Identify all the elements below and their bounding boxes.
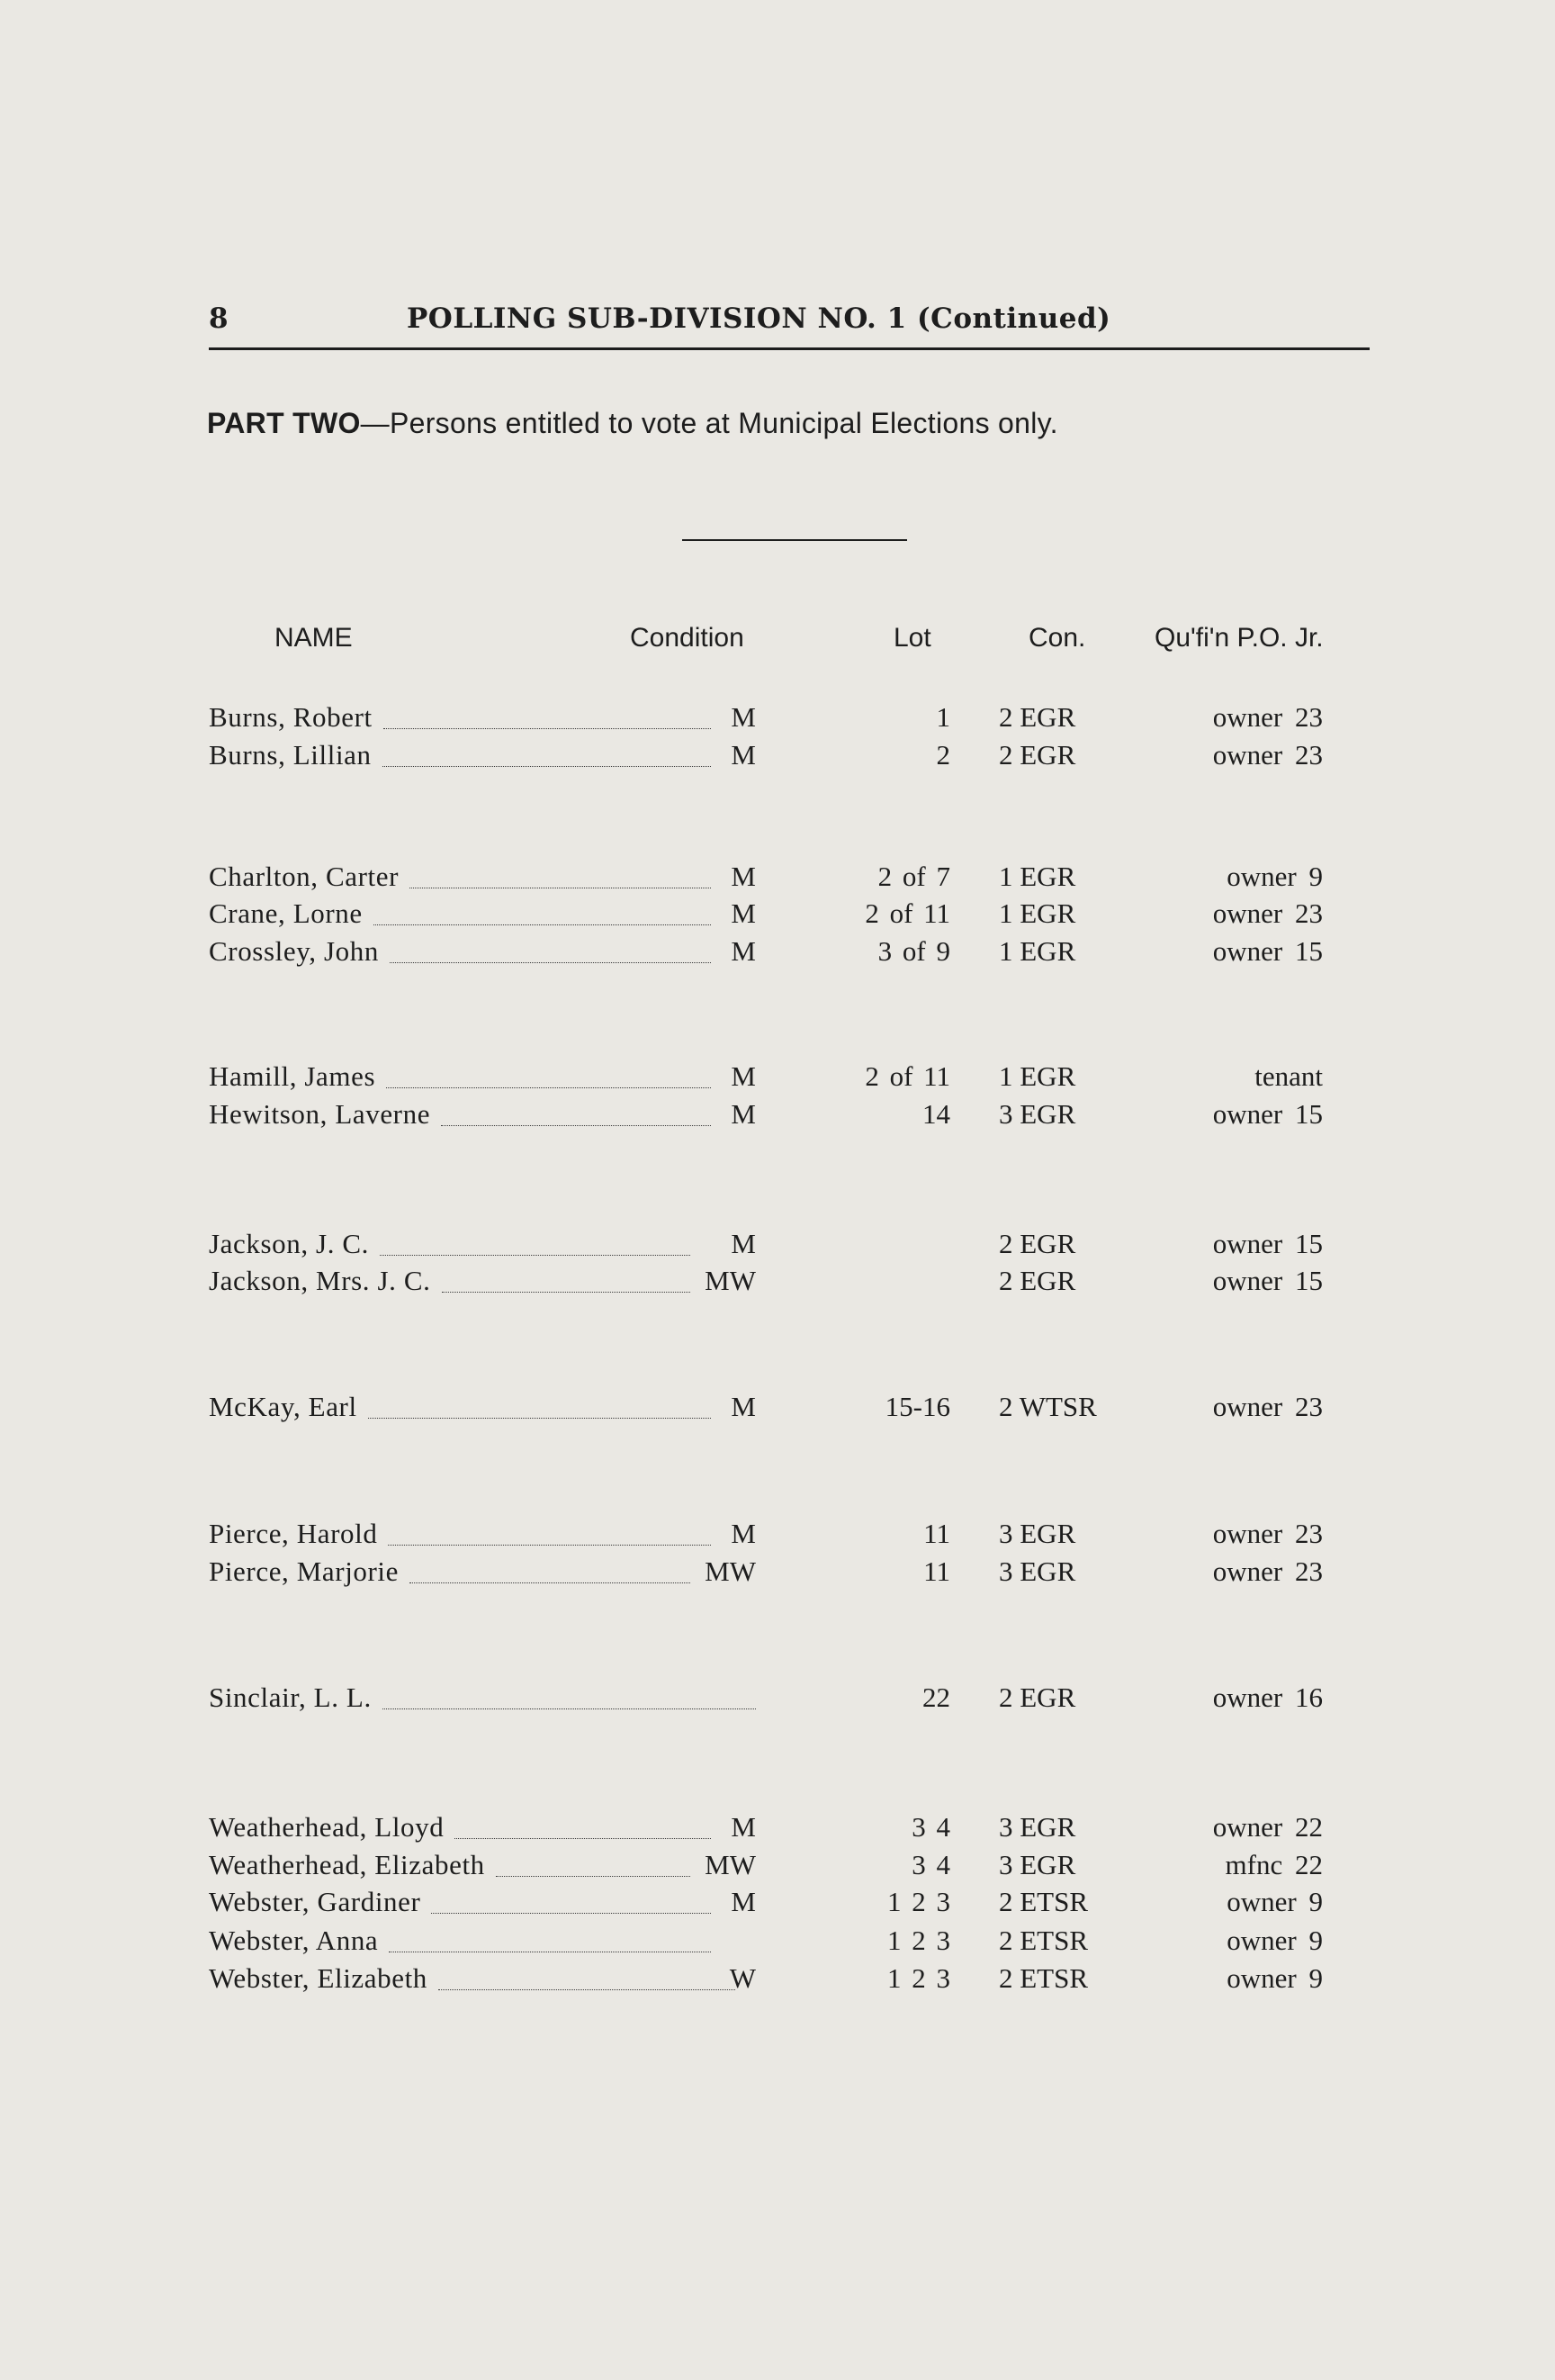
voter-row <box>0 1681 1555 1717</box>
voter-name: Webster, Anna <box>209 1925 379 1956</box>
voter-name: Pierce, Marjorie <box>209 1555 400 1587</box>
voter-concession: 2 EGR <box>999 739 1076 771</box>
voter-condition: M <box>731 861 756 892</box>
voter-qualification: owner 9 <box>1227 1925 1323 1956</box>
dot-leader <box>442 1292 690 1293</box>
voter-qualification: mfnc 22 <box>1225 1849 1323 1880</box>
voter-name: Hewitson, Laverne <box>209 1098 431 1130</box>
voter-row <box>0 1886 1555 1922</box>
voter-condition: MW <box>705 1849 756 1880</box>
voter-condition: M <box>731 1098 756 1130</box>
dot-leader <box>496 1876 690 1877</box>
voter-name: Sinclair, L. L. <box>209 1681 372 1713</box>
voter-lot: 1 <box>936 701 950 733</box>
column-header-condition: Condition <box>630 623 744 653</box>
section-divider <box>682 539 907 541</box>
voter-row <box>0 739 1555 775</box>
voter-condition: M <box>731 701 756 733</box>
voter-row <box>0 1811 1555 1847</box>
page-number: 8 <box>209 302 229 335</box>
voter-name: Burns, Robert <box>209 701 373 733</box>
dot-leader <box>386 1087 711 1088</box>
voter-condition: M <box>731 1886 756 1917</box>
voter-concession: 1 EGR <box>999 861 1076 892</box>
dot-leader <box>380 1255 690 1256</box>
voter-lot: 15-16 <box>885 1391 950 1422</box>
voter-row <box>0 1555 1555 1591</box>
column-header-con: Con. <box>1029 623 1086 653</box>
voter-condition: M <box>731 1391 756 1422</box>
voter-row <box>0 897 1555 933</box>
voter-row <box>0 1925 1555 1961</box>
voter-qualification: owner 9 <box>1227 1962 1323 1994</box>
voter-row <box>0 1060 1555 1096</box>
voter-lot: 3 4 <box>912 1811 950 1843</box>
voter-lot: 22 <box>922 1681 950 1713</box>
voter-row <box>0 861 1555 897</box>
voter-lot: 1 2 3 <box>887 1962 950 1994</box>
voter-row <box>0 1849 1555 1885</box>
voter-name: Pierce, Harold <box>209 1518 378 1549</box>
voter-concession: 2 EGR <box>999 1228 1076 1259</box>
voter-name: Hamill, James <box>209 1060 376 1092</box>
voter-name: Webster, Gardiner <box>209 1886 421 1917</box>
voter-qualification: owner 16 <box>1212 1681 1323 1713</box>
column-header-name: NAME <box>274 623 353 653</box>
page-header <box>209 299 1370 344</box>
voter-concession: 3 EGR <box>999 1555 1076 1587</box>
voter-lot: 14 <box>922 1098 950 1130</box>
voter-name: Jackson, Mrs. J. C. <box>209 1265 431 1296</box>
voter-condition: M <box>731 935 756 967</box>
voter-qualification: owner 9 <box>1227 861 1323 892</box>
voter-qualification: owner 9 <box>1227 1886 1323 1917</box>
voter-concession: 2 ETSR <box>999 1962 1089 1994</box>
voter-lot: 1 2 3 <box>887 1886 950 1917</box>
voter-name: Charlton, Carter <box>209 861 400 892</box>
voter-concession: 2 EGR <box>999 1681 1076 1713</box>
voter-qualification: owner 22 <box>1212 1811 1323 1843</box>
dot-leader <box>390 962 711 963</box>
voter-lot: 3 4 <box>912 1849 950 1880</box>
voter-concession: 2 WTSR <box>999 1391 1097 1422</box>
voter-condition: W <box>729 1962 756 1994</box>
dot-leader <box>438 1989 735 1990</box>
voter-row <box>0 701 1555 737</box>
voter-concession: 2 ETSR <box>999 1925 1089 1956</box>
voter-condition: M <box>731 1518 756 1549</box>
voter-qualification: owner 15 <box>1212 1098 1323 1130</box>
voter-concession: 3 EGR <box>999 1518 1076 1549</box>
voter-lot: 2 of 11 <box>865 897 950 929</box>
voter-condition: M <box>731 739 756 771</box>
dot-leader <box>388 1545 711 1546</box>
voter-qualification: owner 15 <box>1212 935 1323 967</box>
voter-lot: 11 <box>923 1555 950 1587</box>
voter-name: Webster, Elizabeth <box>209 1962 427 1994</box>
voter-qualification: owner 23 <box>1212 739 1323 771</box>
part-heading <box>207 407 1058 440</box>
voter-lot: 2 <box>936 739 950 771</box>
voter-row <box>0 1098 1555 1134</box>
dot-leader <box>382 766 711 767</box>
voter-row <box>0 1518 1555 1554</box>
dot-leader <box>368 1418 711 1419</box>
dot-leader <box>454 1838 711 1839</box>
voter-row <box>0 1265 1555 1301</box>
dot-leader <box>409 1582 690 1583</box>
voter-row <box>0 935 1555 971</box>
voter-qualification: owner 23 <box>1212 1555 1323 1587</box>
voter-lot: 1 2 3 <box>887 1925 950 1956</box>
voter-concession: 3 EGR <box>999 1849 1076 1880</box>
voter-qualification: owner 23 <box>1212 701 1323 733</box>
voter-concession: 1 EGR <box>999 1060 1076 1092</box>
voter-row <box>0 1228 1555 1264</box>
voter-qualification: owner 23 <box>1212 897 1323 929</box>
voter-lot: 2 of 11 <box>865 1060 950 1092</box>
dot-leader <box>373 924 711 925</box>
voter-name: Crossley, John <box>209 935 379 967</box>
dot-leader <box>431 1913 711 1914</box>
voter-lot: 3 of 9 <box>877 935 950 967</box>
voter-qualification: owner 23 <box>1212 1518 1323 1549</box>
dot-leader <box>383 728 711 729</box>
voter-row <box>0 1391 1555 1427</box>
voter-condition: MW <box>705 1555 756 1587</box>
voter-qualification: owner 15 <box>1212 1228 1323 1259</box>
voter-qualification: owner 15 <box>1212 1265 1323 1296</box>
column-header-qualification: Qu'fi'n P.O. Jr. <box>1155 623 1324 653</box>
voter-condition: M <box>731 897 756 929</box>
voter-condition: MW <box>705 1265 756 1296</box>
voter-concession: 2 ETSR <box>999 1886 1089 1917</box>
voter-name: McKay, Earl <box>209 1391 357 1422</box>
voter-condition: M <box>731 1811 756 1843</box>
part-label: PART TWO <box>207 407 361 439</box>
voter-concession: 1 EGR <box>999 897 1076 929</box>
dot-leader <box>382 1708 756 1709</box>
voter-lot: 2 of 7 <box>877 861 950 892</box>
part-description: —Persons entitled to vote at Municipal Elections only. <box>360 407 1058 439</box>
voter-concession: 3 EGR <box>999 1098 1076 1130</box>
voter-name: Jackson, J. C. <box>209 1228 370 1259</box>
voter-concession: 1 EGR <box>999 935 1076 967</box>
voter-concession: 2 EGR <box>999 1265 1076 1296</box>
voter-name: Crane, Lorne <box>209 897 363 929</box>
voter-qualification: tenant <box>1254 1060 1323 1092</box>
voter-name: Weatherhead, Elizabeth <box>209 1849 485 1880</box>
voter-condition: M <box>731 1060 756 1092</box>
voter-lot: 11 <box>923 1518 950 1549</box>
voter-row <box>0 1962 1555 1998</box>
voter-name: Burns, Lillian <box>209 739 372 771</box>
voter-condition: M <box>731 1228 756 1259</box>
voter-qualification: owner 23 <box>1212 1391 1323 1422</box>
voter-concession: 3 EGR <box>999 1811 1076 1843</box>
voter-name: Weatherhead, Lloyd <box>209 1811 445 1843</box>
column-header-lot: Lot <box>894 623 931 653</box>
dot-leader <box>441 1125 711 1126</box>
header-rule <box>209 347 1370 350</box>
page-title: POLLING SUB-DIVISION NO. 1 (Continued) <box>407 302 1111 335</box>
voter-concession: 2 EGR <box>999 701 1076 733</box>
